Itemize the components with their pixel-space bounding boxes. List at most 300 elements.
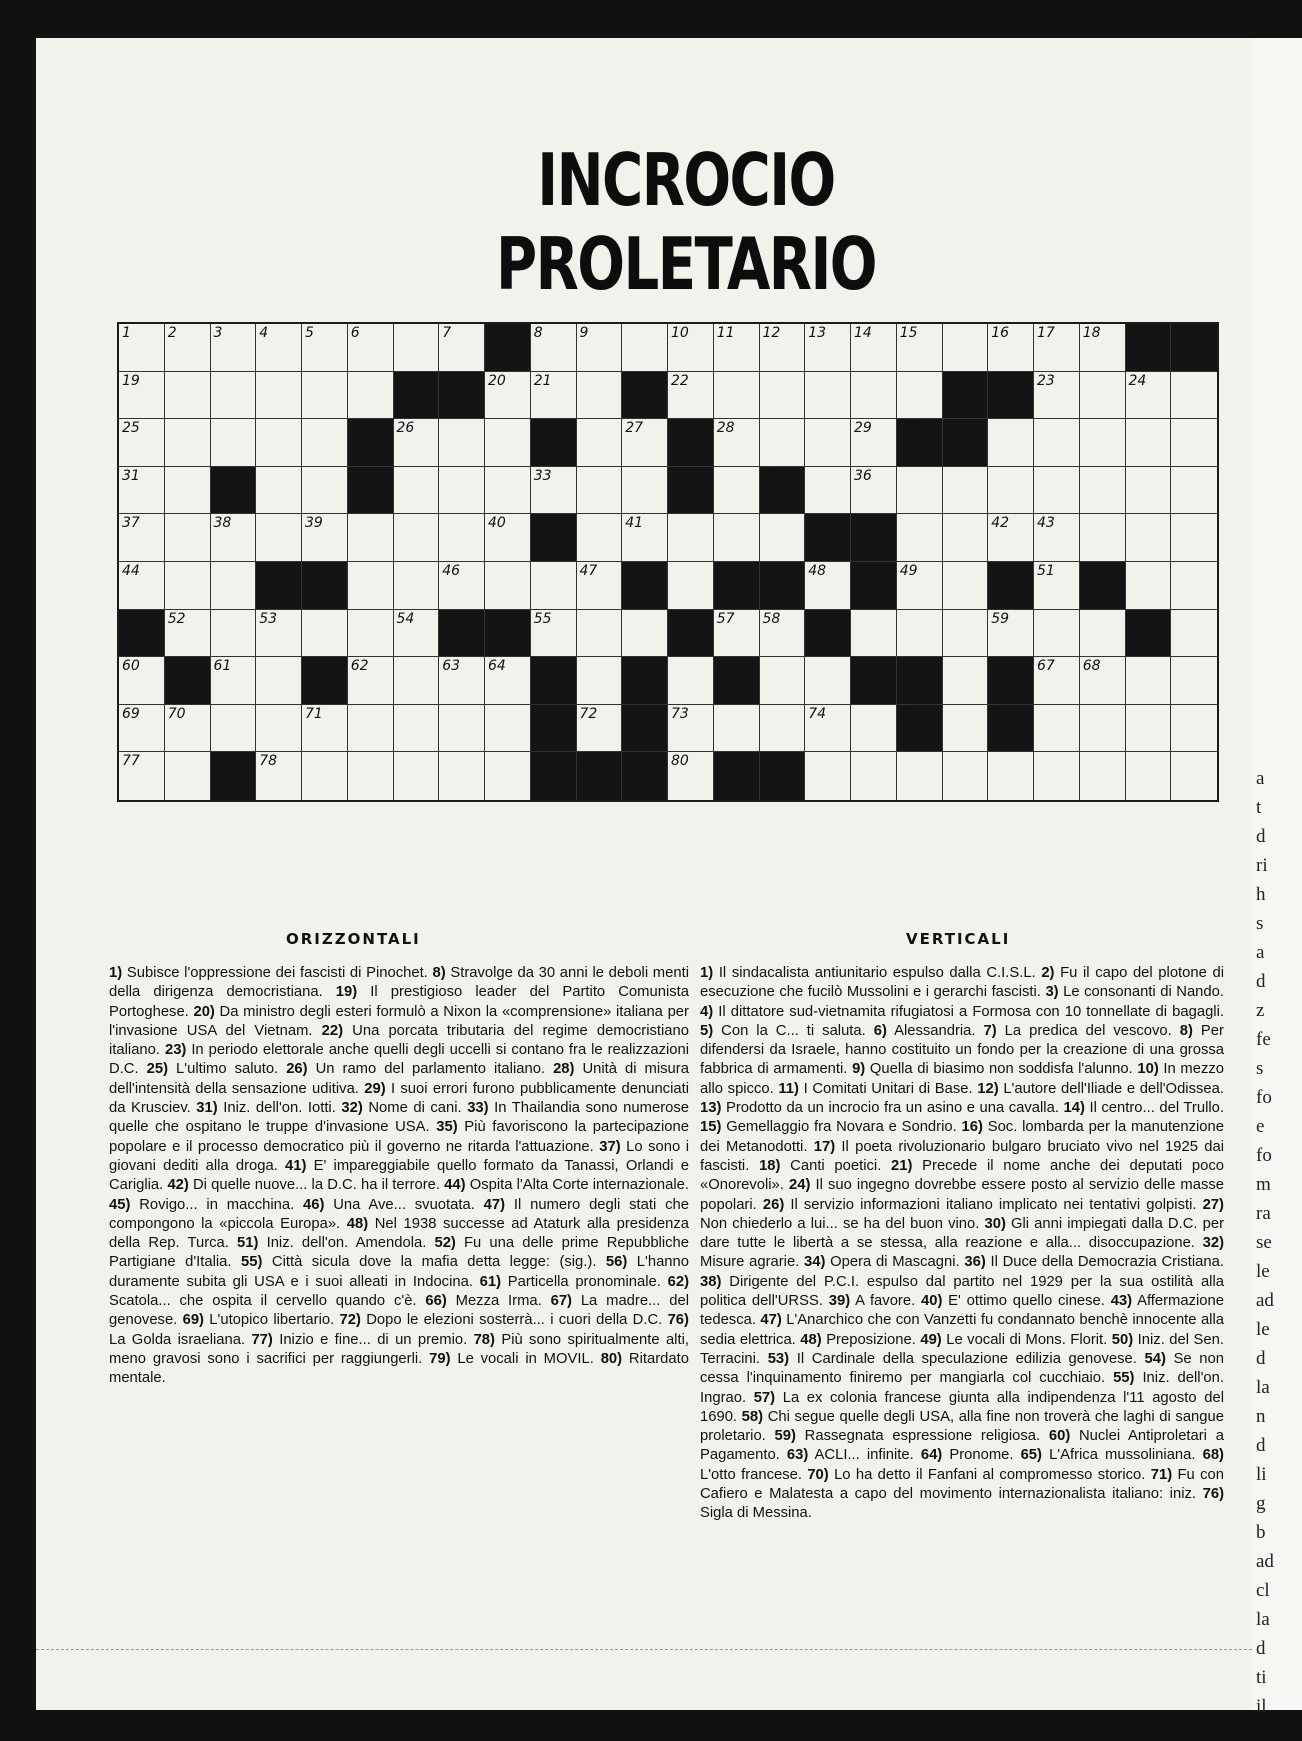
grid-cell[interactable]	[439, 467, 485, 515]
black-square	[760, 562, 806, 610]
clue-number-label: 57)	[753, 1389, 776, 1406]
clue-number-label: 1)	[109, 965, 123, 981]
clue-number-label: 8)	[432, 965, 446, 981]
grid-cell[interactable]	[1126, 657, 1172, 705]
grid-cell[interactable]	[1034, 514, 1080, 562]
grid-cell[interactable]	[302, 514, 348, 562]
adjacent-text-fragment: la	[1256, 1377, 1270, 1398]
grid-cell[interactable]	[714, 419, 760, 467]
clue-number: 73	[671, 705, 689, 722]
grid-cell[interactable]	[1080, 419, 1126, 467]
grid-cell[interactable]	[1034, 705, 1080, 753]
grid-cell[interactable]	[577, 562, 623, 610]
black-square	[1080, 562, 1126, 610]
clue-number: 6	[350, 325, 360, 341]
grid-cell[interactable]	[1080, 514, 1126, 562]
grid-cell[interactable]	[577, 705, 623, 753]
clue-text: Il suo ingegno dovrebbe essere posto al servizio delle masse popolari.	[700, 1177, 1224, 1213]
grid-cell[interactable]	[439, 324, 485, 372]
grid-cell[interactable]	[668, 705, 714, 753]
clue-number-label: 68)	[1202, 1447, 1224, 1464]
clue-number-label: 4)	[700, 1003, 714, 1020]
grid-cell[interactable]	[211, 562, 257, 610]
clue-text: Di quelle nuove... la D.C. ha il terrore.	[192, 1177, 440, 1194]
clue-text: Il dittatore sud-vietnamita rifugiatosi a Formosa con 10 tonnellate di bagagli.	[718, 1003, 1224, 1020]
grid-cell[interactable]	[485, 752, 531, 800]
clue-number: 41	[625, 515, 644, 532]
grid-cell[interactable]	[1171, 467, 1217, 515]
grid-cell[interactable]	[1126, 514, 1172, 562]
grid-cell[interactable]	[577, 610, 623, 658]
adjacent-text-fragment: n	[1256, 1406, 1266, 1427]
grid-cell[interactable]	[256, 705, 302, 753]
grid-cell[interactable]	[988, 467, 1034, 515]
grid-cell[interactable]	[348, 610, 394, 658]
grid-cell[interactable]	[1171, 514, 1217, 562]
clue-text: Nel 1938 successe ad Ataturk alla presidenza della Rep. Turca.	[109, 1215, 689, 1252]
clue-number-label: 48)	[800, 1331, 822, 1348]
clue-text: Una Ave... svuotata.	[333, 1196, 475, 1213]
grid-cell[interactable]	[668, 372, 714, 420]
grid-cell[interactable]	[485, 514, 531, 562]
grid-cell[interactable]	[348, 752, 394, 800]
grid-cell[interactable]	[211, 419, 257, 467]
black-square	[622, 372, 668, 420]
grid-cell[interactable]	[760, 372, 806, 420]
grid-cell[interactable]	[1171, 705, 1217, 753]
grid-cell[interactable]	[485, 562, 531, 610]
grid-cell[interactable]	[1034, 752, 1080, 800]
clue-number-label: 32)	[1202, 1235, 1224, 1252]
clue-number-label: 44)	[444, 1177, 466, 1194]
adjacent-text-fragment: ra	[1256, 1203, 1271, 1224]
grid-cell[interactable]	[760, 514, 806, 562]
grid-cell[interactable]	[348, 562, 394, 610]
clue-number-label: 76)	[667, 1312, 689, 1329]
grid-cell[interactable]	[211, 324, 257, 372]
black-square	[760, 467, 806, 515]
grid-cell[interactable]	[119, 514, 165, 562]
grid-cell[interactable]	[485, 657, 531, 705]
grid-cell[interactable]	[1126, 467, 1172, 515]
grid-cell[interactable]	[805, 657, 851, 705]
grid-cell[interactable]	[943, 610, 989, 658]
grid-cell[interactable]	[622, 419, 668, 467]
grid-cell[interactable]	[805, 419, 851, 467]
clue-number: 18	[1082, 325, 1101, 341]
grid-cell[interactable]	[943, 467, 989, 515]
grid-cell[interactable]	[851, 467, 897, 515]
grid-cell[interactable]	[943, 562, 989, 610]
grid-cell[interactable]	[897, 562, 943, 610]
grid-cell[interactable]	[439, 657, 485, 705]
grid-cell[interactable]	[165, 467, 211, 515]
clue-number: 39	[305, 515, 323, 532]
grid-cell[interactable]	[622, 610, 668, 658]
grid-cell[interactable]	[119, 372, 165, 420]
down-clue	[787, 1447, 921, 1463]
grid-cell[interactable]	[439, 752, 485, 800]
grid-cell[interactable]	[1171, 562, 1217, 610]
grid-cell[interactable]	[348, 514, 394, 562]
clue-text: Più favoriscono la partecipazione popolare e il processo democratico più il governo ne ritarda l'attuazione.	[109, 1119, 689, 1155]
clue-text: Fu il capo del plotone di esecuzione che fucilò Mussolini e i gerarchi fascisti.	[700, 965, 1225, 1001]
grid-cell[interactable]	[577, 372, 623, 420]
grid-cell[interactable]	[760, 657, 806, 705]
clue-number-label: 50)	[1111, 1331, 1134, 1348]
black-square	[668, 419, 714, 467]
grid-cell[interactable]	[119, 657, 165, 705]
grid-cell[interactable]	[714, 324, 760, 372]
grid-cell[interactable]	[805, 324, 851, 372]
black-square	[439, 372, 485, 420]
grid-cell[interactable]	[1126, 419, 1172, 467]
grid-cell[interactable]	[394, 419, 440, 467]
grid-cell[interactable]	[1171, 610, 1217, 658]
grid-cell[interactable]	[394, 562, 440, 610]
grid-cell[interactable]	[439, 514, 485, 562]
clue-number: 50	[991, 562, 1010, 579]
clue-number-label: 33)	[467, 1100, 489, 1117]
grid-cell[interactable]	[577, 324, 623, 372]
black-square	[302, 562, 348, 610]
clue-number: 25	[122, 420, 140, 437]
adjacent-text-fragment: il	[1256, 1696, 1267, 1717]
grid-cell[interactable]	[485, 372, 531, 420]
grid-cell[interactable]	[211, 610, 257, 658]
grid-cell[interactable]	[760, 705, 806, 753]
grid-cell[interactable]	[165, 419, 211, 467]
grid-cell[interactable]	[897, 752, 943, 800]
clue-number: 45	[305, 562, 323, 579]
clue-number-label: 54)	[1144, 1350, 1166, 1367]
grid-cell[interactable]	[897, 372, 943, 420]
across-clue	[429, 1351, 601, 1367]
grid-cell[interactable]	[394, 324, 440, 372]
grid-cell[interactable]	[302, 419, 348, 467]
grid-cell[interactable]	[577, 514, 623, 562]
clue-number-label: 26)	[286, 1061, 308, 1078]
clue-number: 14	[854, 325, 872, 341]
clue-number-label: 27)	[1202, 1196, 1224, 1213]
clue-number-label: 69)	[182, 1312, 204, 1329]
clue-number: 33	[533, 467, 552, 484]
clue-text: Iniz. del Sen. Terracini.	[700, 1331, 1224, 1367]
grid-cell[interactable]	[439, 562, 485, 610]
grid-cell[interactable]	[394, 514, 440, 562]
black-square	[714, 562, 760, 610]
clue-number: 74	[808, 705, 827, 722]
clue-number: 40	[488, 515, 506, 532]
black-square	[943, 372, 989, 420]
adjacent-page-edge	[1252, 38, 1302, 1717]
grid-cell[interactable]	[485, 419, 531, 467]
black-square	[622, 752, 668, 800]
grid-cell[interactable]	[943, 657, 989, 705]
grid-cell[interactable]	[1080, 752, 1126, 800]
grid-cell[interactable]	[394, 752, 440, 800]
down-clue	[768, 1351, 1145, 1367]
clue-text: L'utopico libertario.	[209, 1312, 335, 1329]
grid-cell[interactable]	[668, 657, 714, 705]
across-clues	[109, 964, 689, 1389]
clue-text: Inizio e fine... di un premio.	[279, 1331, 468, 1348]
adjacent-text-fragment: h	[1256, 884, 1266, 905]
clue-number: 55	[533, 610, 552, 627]
grid-cell[interactable]	[119, 562, 165, 610]
clue-text: L'autore dell'Iliade e dell'Odissea.	[1003, 1080, 1224, 1097]
clue-number: 71	[305, 705, 323, 722]
grid-cell[interactable]	[851, 372, 897, 420]
grid-cell[interactable]	[897, 514, 943, 562]
clue-number: 21	[533, 372, 552, 389]
grid-cell[interactable]	[805, 372, 851, 420]
clue-number: 49	[899, 562, 918, 579]
grid-cell[interactable]	[714, 610, 760, 658]
clue-number-label: 37)	[599, 1138, 621, 1155]
grid-cell[interactable]	[851, 610, 897, 658]
down-clue	[984, 1023, 1180, 1039]
black-square	[1126, 324, 1172, 372]
grid-cell[interactable]	[622, 467, 668, 515]
grid-cell[interactable]	[439, 705, 485, 753]
grid-cell[interactable]	[851, 705, 897, 753]
grid-cell[interactable]	[1126, 705, 1172, 753]
grid-cell[interactable]	[760, 419, 806, 467]
clue-number: 56	[671, 610, 689, 627]
grid-cell[interactable]	[760, 610, 806, 658]
grid-cell[interactable]	[668, 752, 714, 800]
grid-cell[interactable]	[256, 514, 302, 562]
grid-cell[interactable]	[1080, 372, 1126, 420]
clue-number: 16	[991, 325, 1010, 341]
grid-cell[interactable]	[897, 467, 943, 515]
grid-cell[interactable]	[394, 657, 440, 705]
grid-cell[interactable]	[851, 324, 897, 372]
grid-cell[interactable]	[119, 467, 165, 515]
grid-cell[interactable]	[1126, 372, 1172, 420]
clue-number: 10	[671, 325, 689, 341]
grid-cell[interactable]	[394, 610, 440, 658]
grid-cell[interactable]	[622, 514, 668, 562]
clue-text: Precede il nome anche dei deputati poco «Onorevoli».	[700, 1157, 1224, 1194]
grid-cell[interactable]	[485, 467, 531, 515]
grid-cell[interactable]	[1171, 657, 1217, 705]
grid-cell[interactable]	[1080, 610, 1126, 658]
down-heading: VERTICALI	[906, 930, 1011, 948]
grid-cell[interactable]	[1034, 324, 1080, 372]
grid-cell[interactable]	[531, 610, 577, 658]
clue-number-label: 79)	[429, 1350, 451, 1367]
across-clue	[241, 1254, 606, 1270]
grid-cell[interactable]	[897, 610, 943, 658]
clue-number: 31	[122, 467, 140, 484]
grid-cell[interactable]	[1034, 372, 1080, 420]
clue-number: 11	[716, 325, 735, 341]
grid-cell[interactable]	[988, 610, 1034, 658]
grid-cell[interactable]	[668, 324, 714, 372]
grid-cell[interactable]	[988, 752, 1034, 800]
grid-cell[interactable]	[119, 419, 165, 467]
clue-number-label: 2)	[1041, 965, 1055, 981]
grid-cell[interactable]	[851, 419, 897, 467]
grid-cell[interactable]	[1126, 562, 1172, 610]
grid-cell[interactable]	[302, 610, 348, 658]
grid-cell[interactable]	[943, 705, 989, 753]
grid-cell[interactable]	[348, 657, 394, 705]
grid-cell[interactable]	[394, 467, 440, 515]
grid-cell[interactable]	[1080, 657, 1126, 705]
clue-number-label: 29)	[364, 1080, 386, 1097]
grid-cell[interactable]	[1080, 705, 1126, 753]
grid-cell[interactable]	[668, 562, 714, 610]
grid-cell[interactable]	[531, 324, 577, 372]
grid-cell[interactable]	[211, 657, 257, 705]
grid-cell[interactable]	[988, 514, 1034, 562]
grid-cell[interactable]	[256, 610, 302, 658]
grid-cell[interactable]	[302, 705, 348, 753]
grid-cell[interactable]	[805, 562, 851, 610]
grid-cell[interactable]	[119, 324, 165, 372]
grid-cell[interactable]	[165, 372, 211, 420]
grid-cell[interactable]	[805, 705, 851, 753]
clue-number-label: 62)	[667, 1273, 689, 1290]
clue-text: In mezzo allo spicco.	[700, 1061, 1224, 1097]
grid-cell[interactable]	[165, 562, 211, 610]
grid-cell[interactable]	[1034, 419, 1080, 467]
down-clue	[920, 1332, 1111, 1348]
clue-number-label: 55)	[1113, 1370, 1135, 1387]
grid-cell[interactable]	[165, 514, 211, 562]
clue-number: 80	[671, 753, 689, 770]
grid-cell[interactable]	[760, 324, 806, 372]
clue-number-label: 6)	[873, 1022, 887, 1039]
grid-cell[interactable]	[348, 705, 394, 753]
grid-cell[interactable]	[256, 752, 302, 800]
grid-cell[interactable]	[531, 372, 577, 420]
clue-text: Alessandria.	[894, 1022, 976, 1039]
grid-cell[interactable]	[943, 324, 989, 372]
grid-cell[interactable]	[256, 467, 302, 515]
clue-number: 54	[396, 610, 415, 627]
grid-cell[interactable]	[211, 514, 257, 562]
grid-cell[interactable]	[1080, 324, 1126, 372]
grid-cell[interactable]	[1034, 467, 1080, 515]
clue-text: Le consonanti di Nando.	[1063, 984, 1224, 1001]
down-clue	[700, 1004, 1224, 1020]
grid-cell[interactable]	[1171, 419, 1217, 467]
grid-cell[interactable]	[165, 705, 211, 753]
clue-number: 2	[167, 325, 177, 341]
clue-number-label: 47)	[760, 1312, 782, 1329]
grid-cell[interactable]	[256, 324, 302, 372]
black-square	[988, 562, 1034, 610]
black-square	[897, 419, 943, 467]
grid-cell[interactable]	[302, 467, 348, 515]
grid-cell[interactable]	[805, 467, 851, 515]
grid-cell[interactable]	[1171, 372, 1217, 420]
grid-cell[interactable]	[256, 419, 302, 467]
grid-cell[interactable]	[165, 752, 211, 800]
grid-cell[interactable]	[302, 324, 348, 372]
grid-cell[interactable]	[531, 467, 577, 515]
clue-text: Preposizione.	[826, 1331, 916, 1348]
grid-cell[interactable]	[943, 514, 989, 562]
grid-cell[interactable]	[119, 752, 165, 800]
black-square	[668, 610, 714, 658]
grid-cell[interactable]	[1126, 752, 1172, 800]
grid-cell[interactable]	[577, 467, 623, 515]
grid-cell[interactable]	[805, 752, 851, 800]
grid-cell[interactable]	[943, 752, 989, 800]
black-square	[531, 705, 577, 753]
grid-cell[interactable]	[622, 324, 668, 372]
grid-cell[interactable]	[485, 705, 531, 753]
clue-text: Se non cessa l'inquinamento finiremo per mangiarla col cucchiaio.	[700, 1350, 1224, 1387]
grid-cell[interactable]	[165, 324, 211, 372]
grid-cell[interactable]	[119, 705, 165, 753]
down-clue	[763, 1197, 1203, 1213]
grid-cell[interactable]	[211, 705, 257, 753]
clue-number-label: 41)	[285, 1157, 307, 1174]
clue-number-label: 65)	[1020, 1447, 1042, 1464]
grid-cell[interactable]	[348, 324, 394, 372]
grid-cell[interactable]	[897, 324, 943, 372]
grid-cell[interactable]	[851, 752, 897, 800]
clue-number: 51	[1037, 562, 1055, 579]
clue-number: 66	[716, 658, 735, 675]
grid-cell[interactable]	[302, 372, 348, 420]
grid-cell[interactable]	[714, 372, 760, 420]
grid-cell[interactable]	[714, 705, 760, 753]
grid-cell[interactable]	[531, 562, 577, 610]
across-clue	[167, 1177, 444, 1193]
black-square	[394, 372, 440, 420]
clue-number: 15	[899, 325, 918, 341]
grid-cell[interactable]	[577, 657, 623, 705]
grid-cell[interactable]	[348, 372, 394, 420]
grid-cell[interactable]	[256, 657, 302, 705]
clue-number: 13	[808, 325, 827, 341]
grid-cell[interactable]	[1080, 467, 1126, 515]
grid-cell[interactable]	[211, 372, 257, 420]
grid-cell[interactable]	[668, 514, 714, 562]
grid-cell[interactable]	[988, 324, 1034, 372]
grid-cell[interactable]	[577, 419, 623, 467]
grid-cell[interactable]	[1034, 610, 1080, 658]
adjacent-text-fragment: d	[1256, 1348, 1266, 1369]
adjacent-text-fragment: le	[1256, 1261, 1270, 1282]
clue-number: 28	[716, 420, 735, 437]
grid-cell[interactable]	[165, 610, 211, 658]
clue-number-label: 55)	[241, 1254, 263, 1271]
grid-cell[interactable]	[1171, 752, 1217, 800]
grid-cell[interactable]	[256, 372, 302, 420]
grid-cell[interactable]	[439, 419, 485, 467]
clue-number: 37	[122, 515, 140, 532]
grid-cell[interactable]	[988, 419, 1034, 467]
grid-cell[interactable]	[1034, 657, 1080, 705]
clue-number: 23	[1037, 372, 1055, 389]
grid-cell[interactable]	[714, 467, 760, 515]
grid-cell[interactable]	[1034, 562, 1080, 610]
grid-cell[interactable]	[714, 514, 760, 562]
grid-cell[interactable]	[394, 705, 440, 753]
grid-cell[interactable]	[302, 752, 348, 800]
clue-text: E' ottimo quello cinese.	[948, 1293, 1105, 1310]
black-square	[851, 657, 897, 705]
clue-number: 34	[671, 467, 689, 484]
